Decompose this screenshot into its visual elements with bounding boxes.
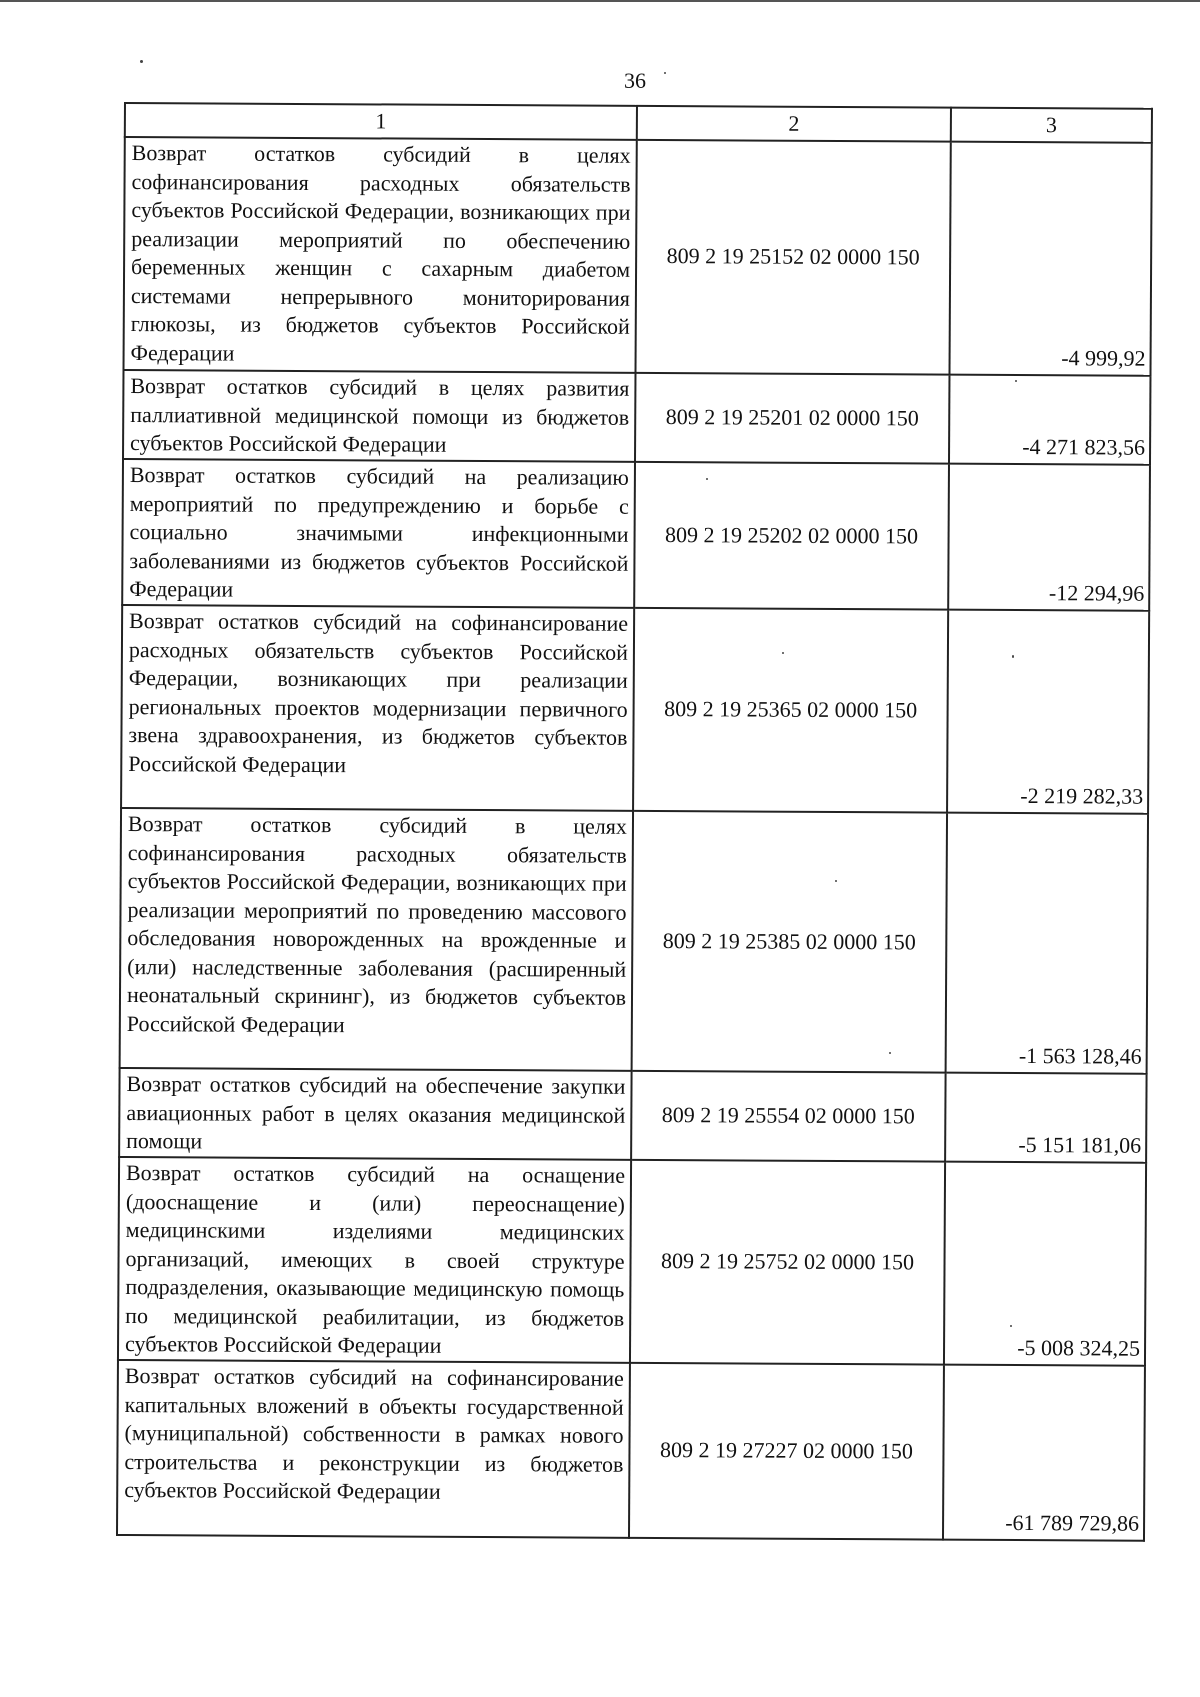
column-header-2: 2 (637, 106, 951, 142)
budget-codes-table (116, 102, 1153, 1542)
column-header-3: 3 (951, 108, 1152, 143)
scan-top-edge (0, 0, 1200, 2)
table-row (124, 137, 1152, 376)
row-budget-code: 809 2 19 25202 02 0000 150 (634, 462, 949, 610)
row-amount: -2 219 282,33 (947, 610, 1149, 814)
row-budget-code: 809 2 19 25385 02 0000 150 (632, 811, 947, 1073)
row-amount: -4 999,92 (949, 142, 1151, 376)
row-amount: -4 271 823,56 (949, 375, 1150, 465)
row-description: Возврат остатков субсидий в целях развития паллиативной медицинской помощи из бюджетов субъектов Российской Федерации (123, 370, 635, 462)
row-amount: -5 151 181,06 (945, 1073, 1146, 1163)
table-row (122, 459, 1150, 611)
scan-speck (835, 880, 837, 882)
row-budget-code: 809 2 19 25554 02 0000 150 (631, 1071, 945, 1162)
row-budget-code: 809 2 19 27227 02 0000 150 (629, 1363, 944, 1540)
row-budget-code: 809 2 19 25752 02 0000 150 (630, 1160, 945, 1365)
row-description: Возврат остатков субсидий на оснащение (дооснащение и (или) переоснащение) медицинскими изделиями медицинских организаций, имеющих в своей структуре подразделения, оказывающие медицинскую помощь по медицинской реабилитации, из бюджетов субъектов Российской Федерации (118, 1157, 631, 1363)
row-budget-code: 809 2 19 25365 02 0000 150 (633, 608, 948, 813)
table-row (117, 1360, 1145, 1541)
table-row (123, 370, 1150, 465)
row-budget-code: 809 2 19 25201 02 0000 150 (635, 373, 949, 464)
row-amount: -12 294,96 (948, 464, 1150, 611)
scan-speck (706, 478, 708, 480)
row-amount: -1 563 128,46 (946, 813, 1148, 1074)
scan-speck (1015, 380, 1017, 382)
scan-speck (140, 60, 143, 63)
scan-speck (1012, 655, 1014, 658)
scan-speck (782, 652, 784, 654)
row-description: Возврат остатков субсидий на софинансирование расходных обязательств субъектов Российской Федерации, возникающих при реализации региональных проектов модернизации первичного звена здравоохранения, из бюджетов субъектов Российской Федерации (121, 605, 634, 811)
scan-speck (664, 72, 666, 74)
row-description: Возврат остатков субсидий на реализацию мероприятий по предупреждению и борьбе с социально значимыми инфекционными заболеваниями из бюджетов субъектов Российской Федерации (122, 459, 635, 608)
table-header-row (125, 103, 1152, 143)
row-description: Возврат остатков субсидий на обеспечение закупки авиационных работ в целях оказания медицинской помощи (119, 1068, 631, 1160)
row-description: Возврат остатков субсидий в целях софинансирования расходных обязательств субъектов Российской Федерации, возникающих при реализации мероприятий по обеспечению беременных женщин с сахарным диабетом системами непрерывного мониторирования глюкозы, из бюджетов субъектов Российской Федерации (124, 137, 637, 373)
table-row (121, 605, 1149, 814)
page-number: 36 (624, 68, 646, 93)
row-amount: -61 789 729,86 (943, 1365, 1145, 1541)
row-budget-code: 809 2 19 25152 02 0000 150 (635, 140, 950, 375)
column-header-1: 1 (125, 103, 637, 140)
table-row (119, 1068, 1146, 1163)
table-row (118, 1157, 1146, 1366)
row-description: Возврат остатков субсидий на софинансирование капитальных вложений в объекты государственной (муниципальной) собственности в рамках нового строительства и реконструкции из бюджетов субъектов Российской Федерации (117, 1360, 630, 1538)
scan-speck (1010, 1325, 1012, 1327)
row-description: Возврат остатков субсидий в целях софинансирования расходных обязательств субъектов Российской Федерации, возникающих при реализации мероприятий по проведению массового обследования новорожденных на врожденные и (или) наследственные заболевания (расширенный неонатальный скрининг), из бюджетов субъектов Российской Федерации (120, 808, 633, 1071)
table-row (120, 808, 1148, 1074)
scan-speck (889, 1052, 891, 1054)
row-amount: -5 008 324,25 (944, 1162, 1146, 1366)
